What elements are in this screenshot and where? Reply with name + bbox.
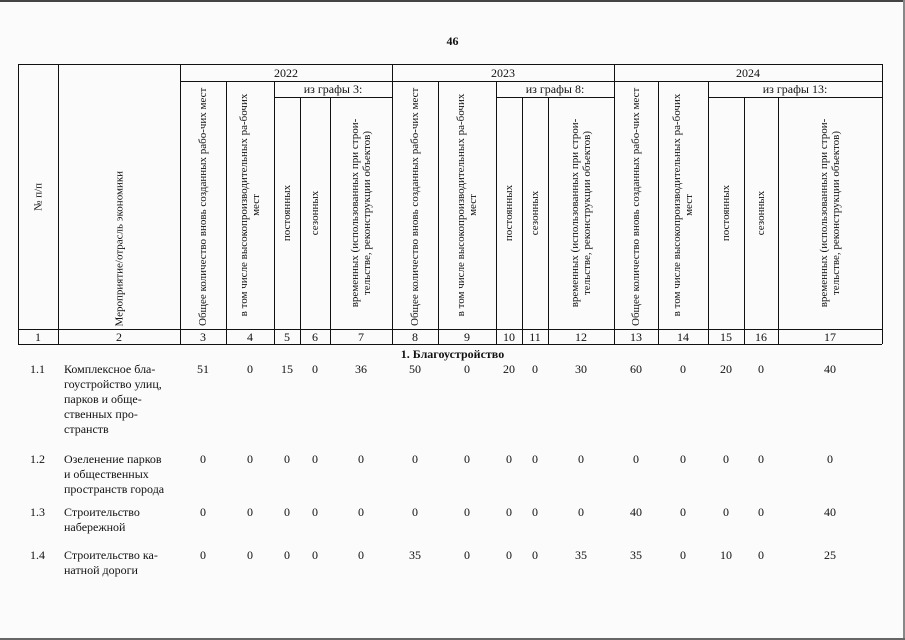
cell-value: 20	[720, 362, 732, 376]
row-number: 1.1	[30, 362, 45, 376]
grid-line	[392, 64, 393, 344]
cell-value: 0	[200, 452, 206, 466]
header-temporary: временных (использованных при строи-тельстве, реконструкции объектов)	[569, 118, 593, 308]
cell-value: 30	[575, 362, 587, 376]
cell-value: 0	[532, 362, 538, 376]
header-activity: Мероприятие/отрасль экономики	[113, 170, 125, 326]
grid-line	[708, 81, 709, 344]
column-number: 1	[35, 330, 41, 344]
year-header: 2024	[736, 66, 760, 80]
grid-line	[522, 97, 523, 344]
cell-value: 0	[247, 548, 253, 562]
header-total-workplaces: Общее количество вновь созданных рабо-чих мест	[409, 87, 421, 326]
cell-value: 0	[532, 548, 538, 562]
cell-value: 36	[355, 362, 367, 376]
cell-value: 51	[197, 362, 209, 376]
grid-line	[274, 97, 392, 98]
grid-line	[496, 81, 497, 344]
row-name-line: набережной	[64, 520, 126, 534]
cell-value: 0	[827, 452, 833, 466]
column-number: 11	[529, 330, 541, 344]
header-high-productivity: в том числе высокопроизводительных ра-бочих мест	[238, 93, 262, 317]
column-number: 16	[755, 330, 767, 344]
cell-value: 0	[284, 452, 290, 466]
header-high-productivity: в том числе высокопроизводительных ра-бочих мест	[455, 93, 479, 317]
column-number: 4	[247, 330, 253, 344]
cell-value: 0	[464, 548, 470, 562]
grid-line	[778, 97, 779, 344]
row-name-line: странств	[64, 422, 109, 436]
cell-value: 0	[680, 362, 686, 376]
cell-value: 0	[247, 452, 253, 466]
cell-value: 0	[758, 505, 764, 519]
cell-value: 0	[284, 548, 290, 562]
cell-value: 0	[358, 505, 364, 519]
cell-value: 0	[680, 548, 686, 562]
cell-value: 0	[284, 505, 290, 519]
cell-value: 40	[630, 505, 642, 519]
header-total-workplaces: Общее количество вновь созданных рабо-чих мест	[197, 87, 209, 326]
cell-value: 20	[503, 362, 515, 376]
row-name-line: Строительство ка-	[64, 548, 158, 562]
cell-value: 0	[464, 452, 470, 466]
grid-line	[226, 81, 227, 344]
column-number: 12	[575, 330, 587, 344]
subgroup-header: из графы 13:	[762, 82, 828, 96]
cell-value: 0	[506, 505, 512, 519]
header-seasonal: сезонных	[529, 190, 541, 236]
grid-line	[708, 97, 882, 98]
cell-value: 35	[630, 548, 642, 562]
cell-value: 0	[758, 548, 764, 562]
column-number: 7	[358, 330, 364, 344]
column-number: 14	[677, 330, 689, 344]
page-number: 46	[446, 34, 459, 48]
cell-value: 0	[200, 505, 206, 519]
cell-value: 0	[633, 452, 639, 466]
header-temporary: временных (использованных при строи-тельстве, реконструкции объектов)	[818, 118, 842, 308]
grid-line	[744, 97, 745, 344]
row-number: 1.2	[30, 452, 45, 466]
year-header: 2022	[274, 66, 298, 80]
header-temporary: временных (использованных при строи-тельстве, реконструкции объектов)	[349, 118, 373, 308]
row-name-line: гоустройство улиц,	[64, 377, 162, 391]
grid-line	[614, 64, 615, 344]
grid-line	[274, 81, 275, 344]
cell-value: 15	[281, 362, 293, 376]
cell-value: 35	[409, 548, 421, 562]
row-name-line: ственных про-	[64, 407, 138, 421]
cell-value: 0	[578, 505, 584, 519]
column-number: 3	[200, 330, 206, 344]
cell-value: 0	[464, 362, 470, 376]
grid-line	[18, 64, 19, 344]
column-number: 5	[284, 330, 290, 344]
cell-value: 0	[723, 505, 729, 519]
grid-line	[300, 97, 301, 344]
cell-value: 0	[312, 505, 318, 519]
column-number: 13	[630, 330, 642, 344]
column-number: 2	[116, 330, 122, 344]
row-name-line: парков и обще-	[64, 392, 142, 406]
grid-line	[18, 64, 882, 65]
cell-value: 0	[506, 548, 512, 562]
row-name-line: Комплексное бла-	[64, 362, 156, 376]
cell-value: 40	[824, 362, 836, 376]
row-number: 1.4	[30, 548, 45, 562]
grid-line	[438, 81, 439, 344]
header-permanent: постоянных	[281, 184, 293, 242]
cell-value: 0	[247, 505, 253, 519]
cell-value: 0	[312, 548, 318, 562]
cell-value: 0	[358, 548, 364, 562]
cell-value: 0	[247, 362, 253, 376]
cell-value: 0	[532, 505, 538, 519]
column-number: 9	[464, 330, 470, 344]
cell-value: 40	[824, 505, 836, 519]
cell-value: 0	[464, 505, 470, 519]
header-high-productivity: в том числе высокопроизводительных ра-бочих мест	[671, 93, 695, 317]
header-permanent: постоянных	[720, 184, 732, 242]
row-name-line: Озеленение парков	[64, 452, 162, 466]
grid-line	[548, 97, 549, 344]
column-number: 15	[720, 330, 732, 344]
cell-value: 0	[506, 452, 512, 466]
header-seasonal: сезонных	[755, 190, 767, 236]
cell-value: 35	[575, 548, 587, 562]
cell-value: 0	[312, 452, 318, 466]
cell-value: 0	[578, 452, 584, 466]
workplaces-table	[18, 64, 882, 344]
grid-line	[330, 97, 331, 344]
column-number: 8	[412, 330, 418, 344]
column-number: 10	[503, 330, 515, 344]
grid-line	[658, 81, 659, 344]
column-number: 6	[312, 330, 318, 344]
cell-value: 0	[680, 505, 686, 519]
header-num: № п/п	[32, 182, 44, 211]
cell-value: 50	[409, 362, 421, 376]
cell-value: 0	[200, 548, 206, 562]
cell-value: 0	[312, 362, 318, 376]
subgroup-header: из графы 8:	[525, 82, 585, 96]
cell-value: 0	[723, 452, 729, 466]
header-permanent: постоянных	[503, 184, 515, 242]
cell-value: 0	[358, 452, 364, 466]
column-number: 17	[824, 330, 836, 344]
cell-value: 10	[720, 548, 732, 562]
header-total-workplaces: Общее количество вновь созданных рабо-чих мест	[630, 87, 642, 326]
row-name-line: Строительство	[64, 505, 140, 519]
row-name-line: и общественных	[64, 467, 149, 481]
cell-value: 0	[412, 452, 418, 466]
row-name-line: пространств города	[64, 482, 165, 496]
year-header: 2023	[491, 66, 515, 80]
row-name-line: натной дороги	[64, 563, 138, 577]
cell-value: 25	[824, 548, 836, 562]
subgroup-header: из графы 3:	[303, 82, 363, 96]
cell-value: 0	[758, 452, 764, 466]
grid-line	[58, 64, 59, 344]
section-title: 1. Благоустройство	[400, 347, 505, 361]
grid-line	[180, 64, 181, 344]
cell-value: 0	[532, 452, 538, 466]
grid-line	[496, 97, 614, 98]
cell-value: 60	[630, 362, 642, 376]
grid-line	[882, 64, 883, 344]
header-seasonal: сезонных	[309, 190, 321, 236]
row-number: 1.3	[30, 505, 45, 519]
scan-top-edge	[0, 0, 905, 2]
cell-value: 0	[412, 505, 418, 519]
cell-value: 0	[758, 362, 764, 376]
cell-value: 0	[680, 452, 686, 466]
